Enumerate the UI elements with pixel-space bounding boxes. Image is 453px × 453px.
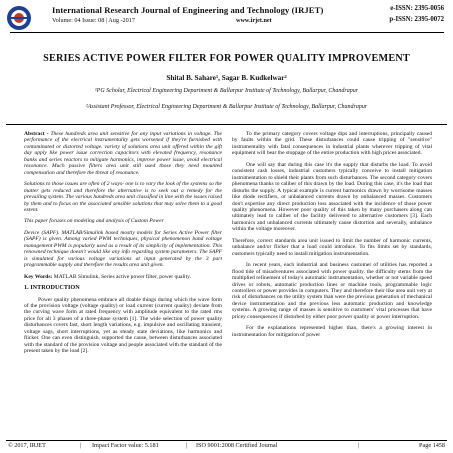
- footer-page-number: Page 1458: [419, 442, 445, 449]
- header-rule: [10, 32, 444, 33]
- irjet-logo-icon: [6, 5, 32, 31]
- pissn: p-ISSN: 2395-0072: [389, 16, 444, 23]
- footer-separator: |: [186, 442, 188, 449]
- journal-title: International Research Journal of Engineering and Technology (IRJET): [52, 5, 324, 15]
- affiliation-1: ¹PG Scholar, Electrical Engineering Department & Ballarpur Institute of Technology, Ballarpur, Chandrapur: [94, 88, 359, 94]
- abstract: [24, 131, 222, 176]
- authors: Shital B. Sahare¹, Sagar B. Kudkelwar²: [166, 74, 287, 82]
- title-separator: [6, 124, 447, 125]
- abstract-paragraph-3: This paper focuses on modeling and analysis of Custom Power: [24, 218, 164, 225]
- right-paragraph-3: Therefore, correct standards area unit issued to limit the number of harmonic currents, unbalance and/or flicker that a load could introduce. To fits limits set by standards, customers typically need to install mitigation instrumentation.: [232, 237, 432, 257]
- affiliation-2: ²Assistant Professor, Electrical Engineering Department & Ballarpur Institute of Technology, Ballarpur, Chandrapur: [85, 104, 368, 110]
- footer-copyright: © 2017, IRJET: [8, 442, 46, 449]
- journal-header: [4, 4, 450, 34]
- footer-iso: ISO 9001:2008 Certified Journal: [196, 442, 278, 449]
- keywords-text: MATLAB Simulink, Series active power filter, power quality.: [52, 273, 191, 280]
- eissn: e-ISSN: 2395-0056: [390, 5, 444, 12]
- footer-separator: |: [80, 442, 82, 449]
- journal-url[interactable]: www.irjet.net: [236, 17, 272, 24]
- right-paragraph-5: For the explanations represented higher than, there's a growing interest in instrumentation for mitigation of power: [232, 325, 432, 338]
- footer-separator: |: [358, 442, 360, 449]
- right-paragraph-1: To the primary category covers voltage dips and interruptions, principally caused by faults within the grid. These disturbances could cause tripping of "sensitive" instrumentality with fatal consequences in industrial plants wherever tripping of vital equipment will bear the stoppage of the entire production with high prices associated.: [232, 131, 432, 157]
- abstract-label: Abstract -: [24, 131, 49, 137]
- keywords-label: Key Words:: [24, 273, 53, 280]
- paper-title: SERIES ACTIVE POWER FILTER FOR POWER QUALITY IMPROVEMENT: [43, 53, 410, 64]
- intro-paragraph: Power quality phenomena embrace all doable things during which the wave form of the provision voltage (voltage quality) or load current (current quality) deviate from the curving wave form at rated frequency with amplitude equivalent to the rated rms price for all 3 phases of a three-phase system [1]. The wide selection of power quality disturbances covers fast, short length variations, e.g. impulsive and oscillating transient, voltage sags, short interruptions, yet as steady state deviations, like harmonics and flicker. One can even distinguish, supported the cause, between disturbances associated with the standard of the provision voltage and people associated with the standard of the present taken by the load [2].: [24, 296, 222, 355]
- journal-volume: Volume: 04 Issue: 08 | Aug -2017: [52, 17, 135, 24]
- right-paragraph-2: One will say that during this case it's the supply that disturbs the load. To avoid consistent cash losses, industrial customers typically conceive to install mitigation instrumentation to shield their plants from such disturbances. The second category covers phenomena thanks to caliber of this drawn by the load. During this case, it's the load that disturbs the supply. A typical example is current harmonics drawn by worrisome masses like diode rectifiers, or unbalanced currents drawn by unbalanced masses. Customers don't expertise any direct production loss associated with the incidence of those power quality phenomena. However poor quality of this taken by many purchasers along can ultimately lead to caliber of the facility delivered to alternative customers [3]. Each harmonics and unbalanced currents ultimately cause distortion and severally, unbalance within the voltage moreover.: [232, 161, 432, 233]
- right-paragraph-4: In recent years, each industrial and business customer of utilities has reported a flood tide of misadventures associated with power quality. the difficulty stems from the multiplied refinement of today's automatic instrumentation, whether or not variable speed drives or robots, automatic production lines or machine tools, programmable logic controllers or power provides in computers. They and therefore their like area unit very at risk of disturbances on the utility system than were the previous generation of mechanical device instrumentation and the previous less automatic production and knowledge systems. A growing range of masses is sensitive to customers' vital processes that have pricey consequences if disturbed by either poor power quality or power interruption.: [232, 262, 432, 320]
- section-heading-introduction: 1. INTRODUCTION: [24, 284, 80, 292]
- footer-impact-factor: Impact Factor value: 5.181: [92, 442, 159, 449]
- left-column: [24, 131, 222, 360]
- abstract-text: These hundreds area unit sensitive for any input variations in voltage. The performance of the electrical instrumentality gets worsened if they're furnished with contaminated or distorted voltage. variety of solutions area unit offered within the gift day apply like power issue correction capacitors with elevated frequency, resonance banks and series reactors to mitigate harmonics, improve power issue, avoid electrical resonance. Much passive filters area unit still used those they need mounted compensation and therefore the threat of resonance.: [24, 131, 222, 176]
- footer-rule: [6, 440, 447, 441]
- abstract-paragraph-2: Solutions to those issues are often of 2 ways- one is to vary the look of the systems so the matter gets reduced and therefore the alternative is to seek out a remedy for the prevailing system. The various hundreds area unit classified in line with the issues raised by them and to focus on the associated sensible solutions that may solve them to a good extent.: [24, 181, 222, 213]
- right-column: [232, 131, 432, 343]
- abstract-paragraph-4: Device (SAPF). MATLAB/Simulink based mostly models for Series Active Power filter (SAPF) is given. Among varied PWM techniques, physical phenomenon band voltage management PWM is popularly used as a result of its simplicity of implementation. This renowned technique doesn't would like any info regarding system parameters. The SAPF is simulated for various voltage variations at input generated by the 3 part programmable supply and therefore the results area unit given.: [24, 229, 222, 269]
- keywords: [24, 274, 222, 280]
